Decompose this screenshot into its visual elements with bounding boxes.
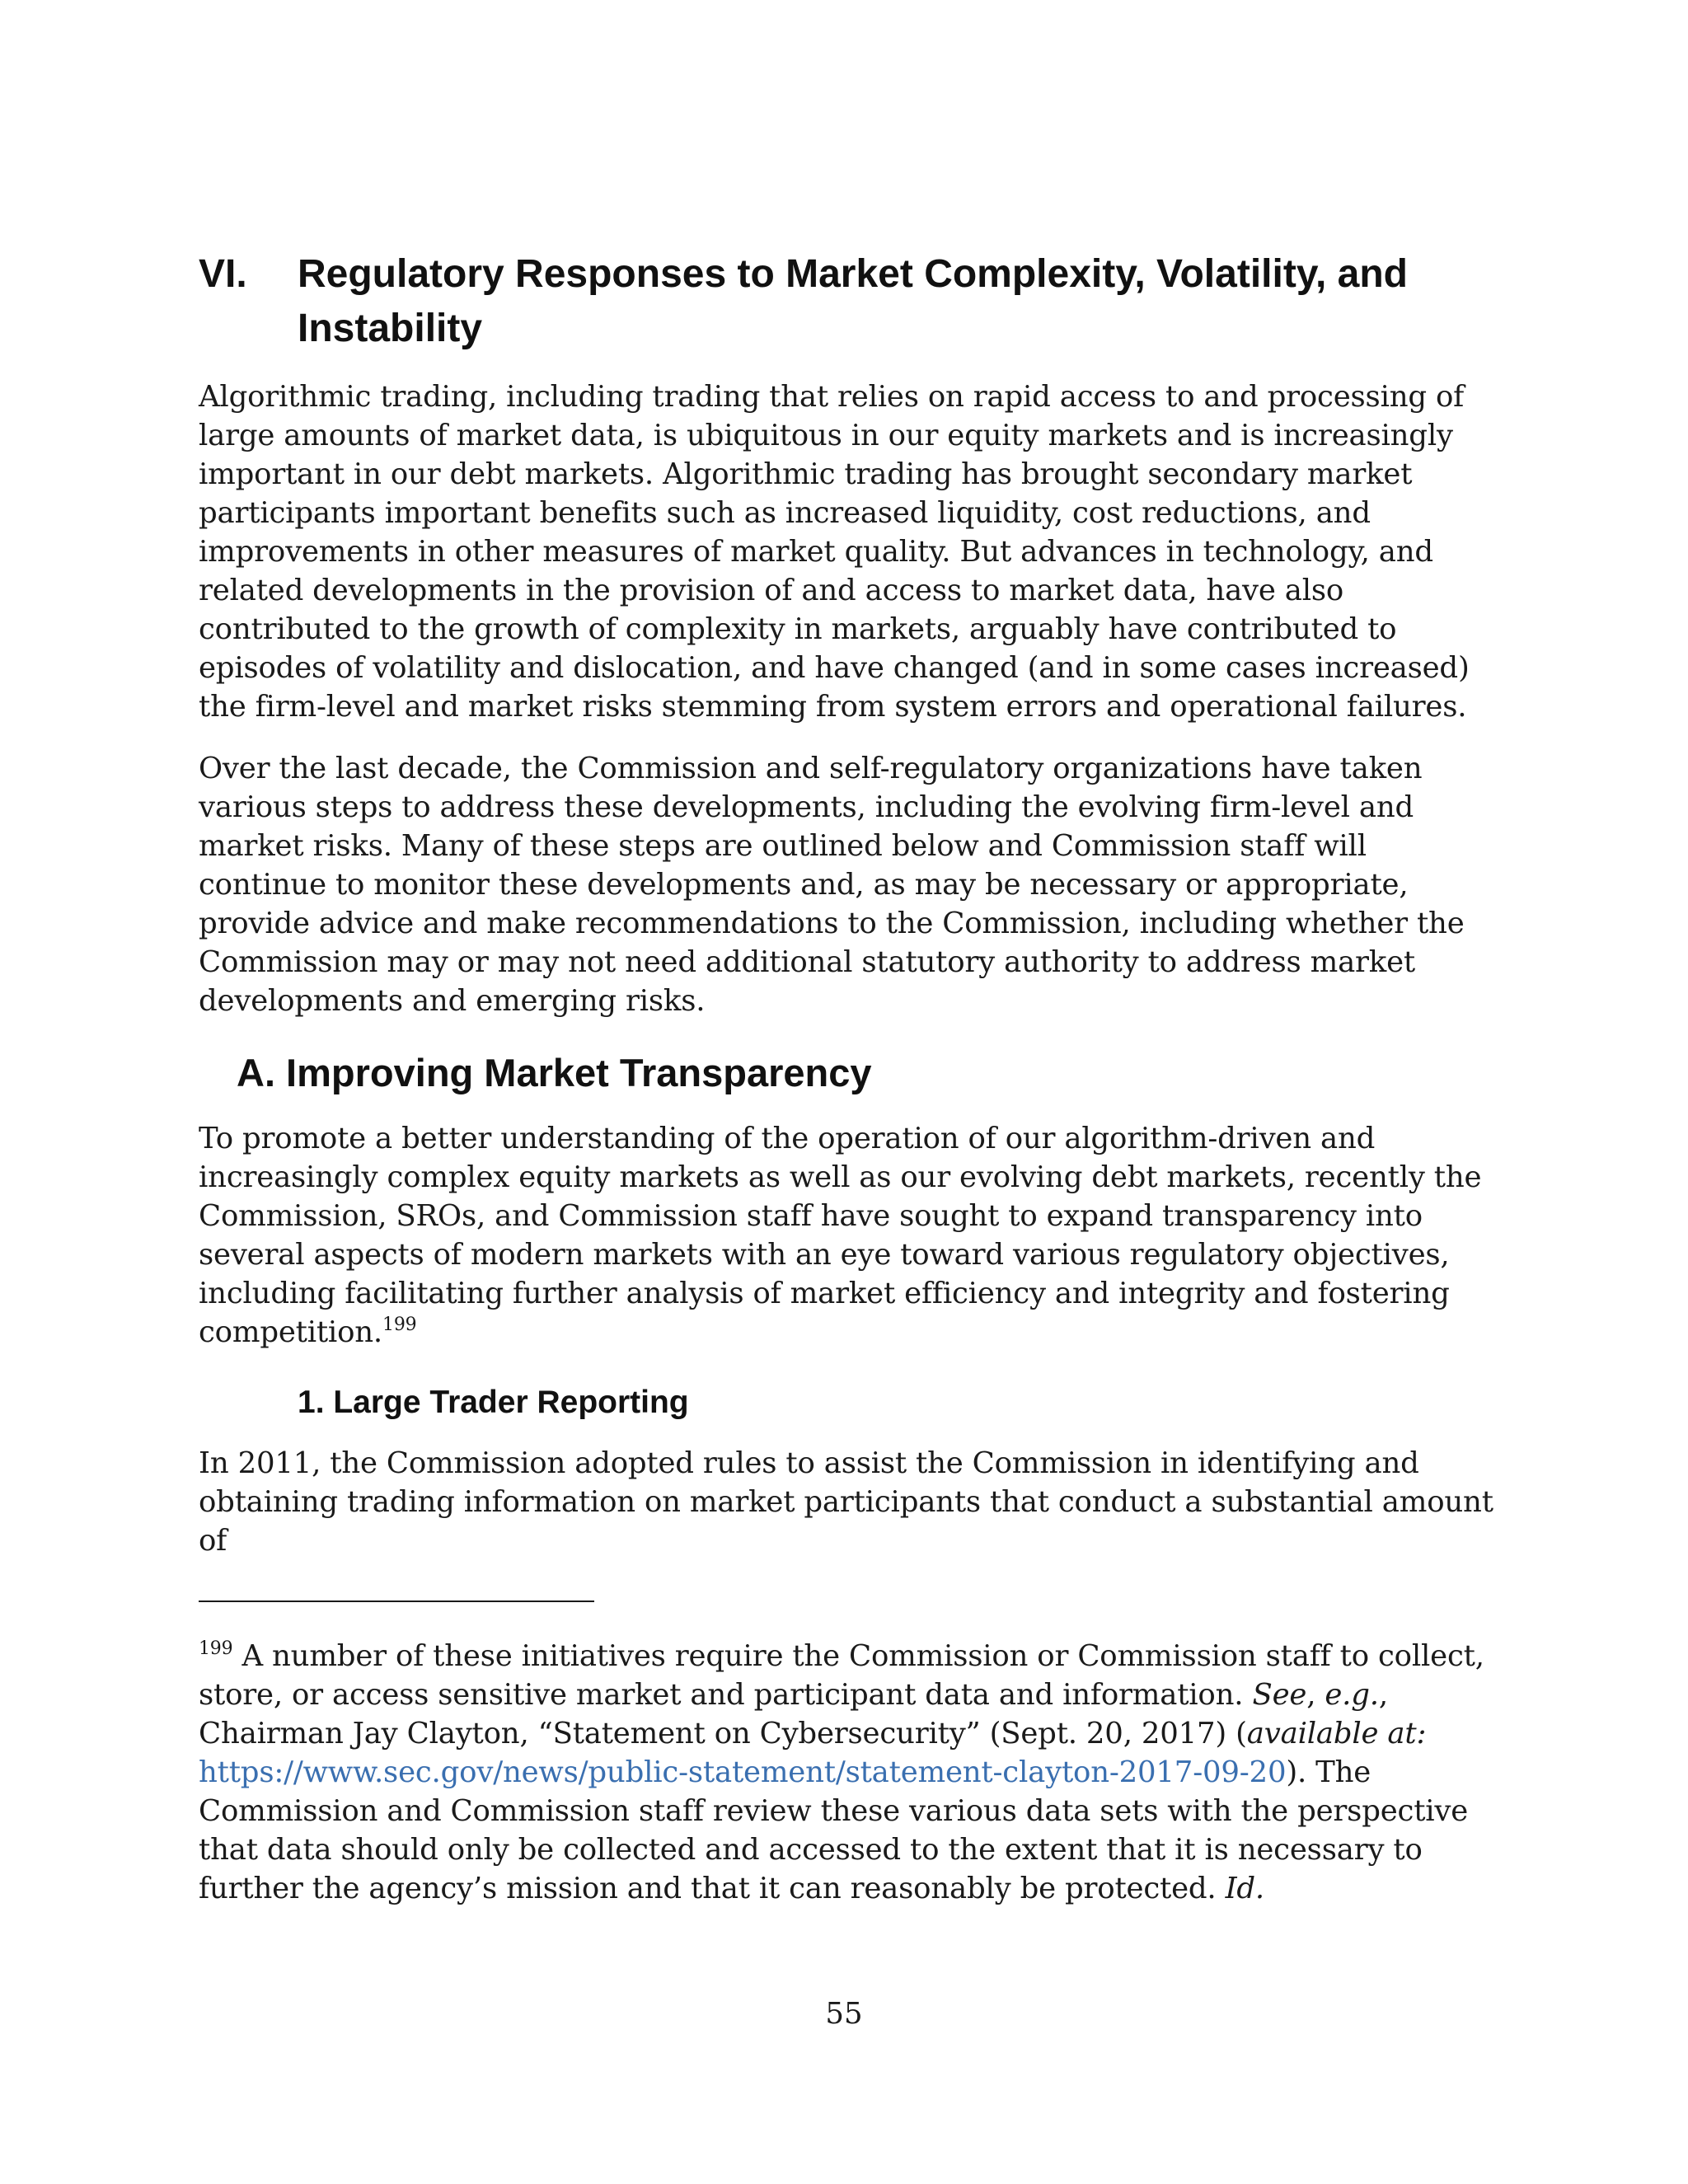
footnote-reference-199[interactable]: 199 [382,1315,417,1335]
footnote-separator [199,1601,594,1602]
subsection-heading-1: 1. Large Trader Reporting [298,1385,689,1420]
footnote-available-at: available at: [1246,1717,1427,1750]
footnote-id: Id. [1225,1872,1265,1905]
section-title: Regulatory Responses to Market Complexity, Volatility, and Instability [298,252,1408,350]
paragraph-market-transparency [199,1119,1501,1352]
footnote-199 [199,1637,1501,1908]
footnote-text-2: , Chairman Jay Clayton, “Statement on Cybersecurity” (Sept. 20, 2017) ( [199,1678,1388,1750]
section-number: VI. [199,252,247,296]
paragraph-algorithmic-trading: Algorithmic trading, including trading that relies on rapid access to and processing of large amounts of market data, is ubiquitous in our equity markets and is increasingly important in our debt markets. Algorithmic trading has brought secondary market participants important benefits such as increased liquidity, cost reductions, and improvements in other measures of market quality. But advances in technology, and related developments in the provision of and access to market data, have also contributed to the growth of complexity in markets, arguably have contributed to episodes of volatility and dislocation, and have changed (and in some cases increased) the firm-level and market risks stemming from system errors and operational failures. [199,380,1470,724]
footnote-see: See [1252,1678,1307,1712]
footnote-url-link[interactable]: https://www.sec.gov/news/public-statement/statement-clayton-2017-09-20 [199,1755,1287,1789]
section-heading [199,247,1501,356]
paragraph-commission-steps: Over the last decade, the Commission and self-regulatory organizations have taken various steps to address these developments, including the evolving firm-level and market risks. Many of these steps are outlined below and Commission staff will continue to monitor these developments and, as may be necessary or appropriate, provide advice and make recommendations to the Commission, including whether the Commission may or may not need additional statutory authority to address market developments and emerging risks. [199,752,1465,1018]
footnote-number: 199 [199,1638,233,1659]
page-number: 55 [825,1997,863,2031]
paragraph-market-transparency-text: To promote a better understanding of the operation of our algorithm-driven and increasingly complex equity markets as well as our evolving debt markets, recently the Commission, SROs, and Commission staff have sought to expand transparency into several aspects of modern markets with an eye toward various regulatory objectives, including facilitating further analysis of market efficiency and integrity and fostering competition. [199,1122,1482,1349]
paragraph-large-trader-reporting: In 2011, the Commission adopted rules to assist the Commission in identifying and obtaining trading information on market participants that conduct a substantial amount of [199,1446,1493,1558]
footnote-comma: , [1306,1678,1325,1712]
footnote-text-1: A number of these initiatives require the Commission or Commission staff to collect, store, or access sensitive market and participant data and information. [199,1639,1484,1712]
main-content [199,247,1501,1583]
footnote-eg: e.g. [1325,1678,1379,1712]
subsection-heading-a: A. Improving Market Transparency [237,1051,872,1094]
footnote-text-3: ). The Commission and Commission staff review these various data sets with the perspective that data should only be collected and accessed to the extent that it is necessary to further the agency’s mission and that it can reasonably be protected. [199,1755,1469,1905]
